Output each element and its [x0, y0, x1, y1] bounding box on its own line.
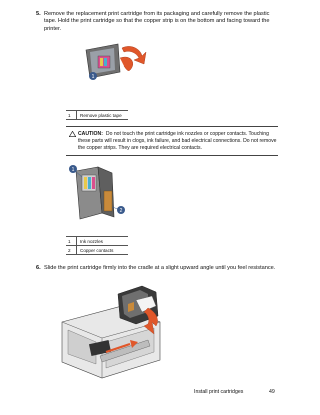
figure-legend-1	[66, 110, 128, 120]
legend-label: Ink nozzles	[80, 238, 103, 244]
cartridge-tape-figure	[84, 42, 164, 82]
step-number: 5.	[36, 11, 41, 17]
callout-number: 1	[91, 73, 95, 80]
legend-number: 1	[66, 237, 77, 245]
page-number: 49	[269, 389, 275, 395]
step-5	[36, 11, 276, 33]
warning-icon	[69, 131, 76, 137]
step-6	[36, 265, 276, 272]
step-number: 6.	[36, 265, 41, 271]
legend-label: Copper contacts	[80, 247, 114, 253]
caution-text: Do not touch the print cartridge ink nozzles or copper contacts. Touching these parts will result in clogs, ink failure, and bad electrical connections. Do not remove the copper strips. They are required electrical contacts.	[78, 131, 277, 151]
callout-number: 1	[71, 166, 75, 173]
printer-insertion-figure	[60, 282, 170, 382]
legend-row	[66, 246, 128, 255]
legend-label: Remove plastic tape	[80, 112, 122, 118]
cartridge-parts-figure	[68, 163, 128, 225]
caution-note	[66, 126, 278, 156]
caution-label: CAUTION:	[78, 131, 103, 137]
step-text: Slide the print cartridge firmly into the cradle at a slight upward angle until you feel resistance.	[44, 265, 276, 271]
step-text: Remove the replacement print cartridge from its packaging and carefully remove the plastic tape. Hold the print cartridge so that the copper strip is on the bottom and facing toward the printer.	[44, 11, 270, 32]
callout-number: 2	[119, 207, 123, 214]
legend-number: 2	[66, 246, 77, 254]
legend-number: 1	[66, 111, 77, 119]
legend-row	[66, 111, 128, 120]
figure-legend-2	[66, 236, 128, 255]
footer-section: Install print cartridges	[194, 389, 244, 395]
legend-row	[66, 237, 128, 246]
